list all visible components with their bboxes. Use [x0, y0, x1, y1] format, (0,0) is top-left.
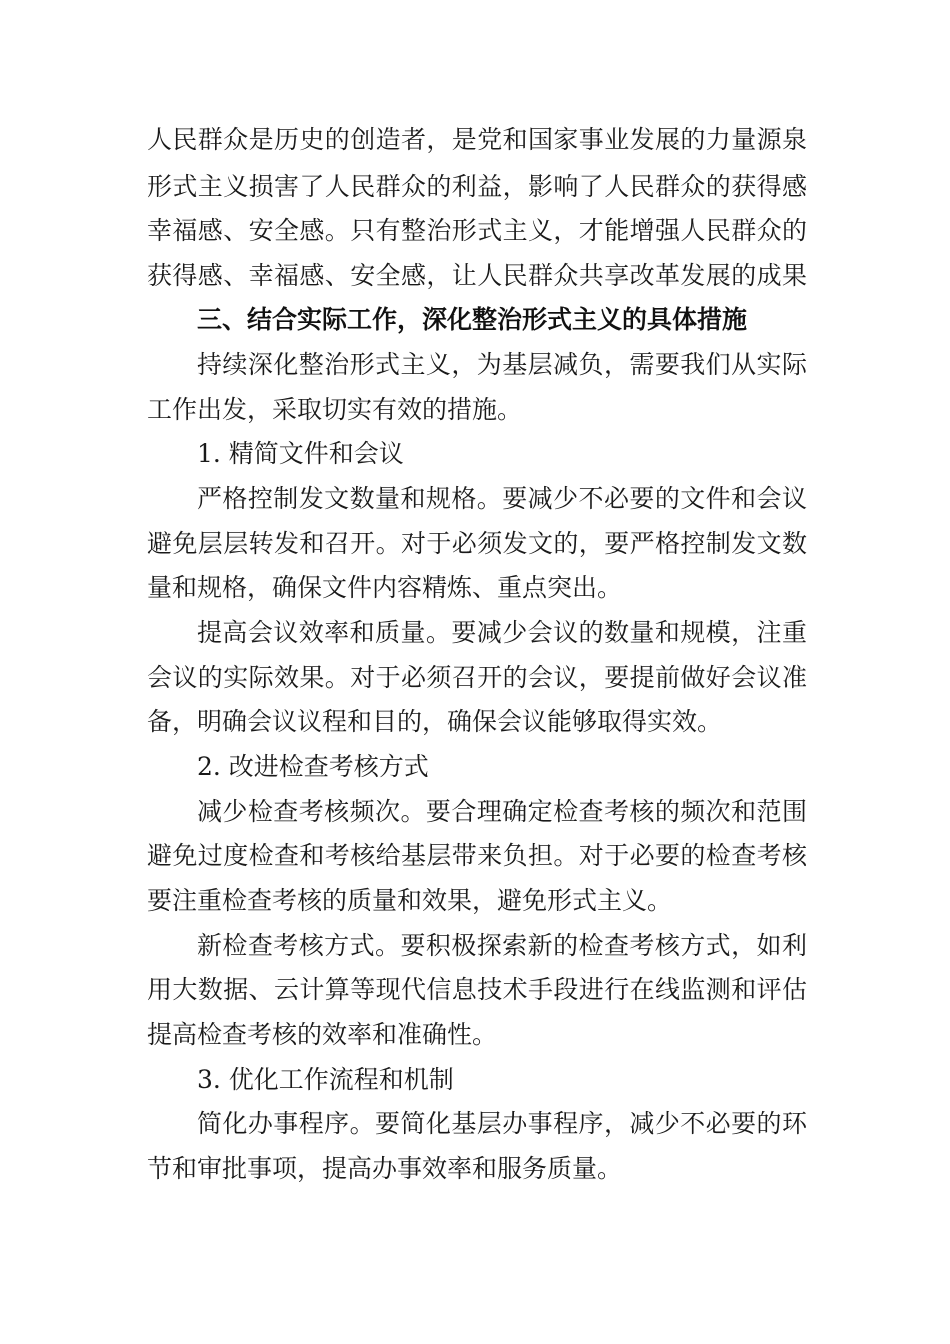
paragraph-line: 避免过度检查和考核给基层带来负担。对于必要的检查考核 [147, 841, 807, 870]
paragraph-line: 备，明确会议议程和目的，确保会议能够取得实效。 [147, 707, 723, 736]
paragraph-line: 节和审批事项，提高办事效率和服务质量。 [147, 1154, 623, 1183]
section-heading: 三、结合实际工作，深化整治形式主义的具体措施 [197, 305, 748, 334]
paragraph-line: 简化办事程序。要简化基层办事程序，减少不必要的环 [197, 1109, 807, 1138]
paragraph-line: 提高检查考核的效率和准确性。 [147, 1020, 498, 1049]
paragraph-line: 减少检查考核频次。要合理确定检查考核的频次和范围 [197, 797, 807, 826]
paragraph-line: 严格控制发文数量和规格。要减少不必要的文件和会议 [197, 484, 807, 513]
item-title: 2. 改进检查考核方式 [197, 752, 429, 781]
paragraph-line: 幸福感、安全感。只有整治形式主义，才能增强人民群众的 [147, 216, 807, 245]
paragraph-line: 避免层层转发和召开。对于必须发文的，要严格控制发文数 [147, 529, 807, 558]
item-title: 1. 精简文件和会议 [197, 439, 404, 468]
paragraph-line: 获得感、幸福感、安全感，让人民群众共享改革发展的成果 [147, 261, 807, 290]
paragraph-line: 新检查考核方式。要积极探索新的检查考核方式，如利 [197, 931, 807, 960]
paragraph-line: 量和规格，确保文件内容精炼、重点突出。 [147, 573, 623, 602]
item-title: 3. 优化工作流程和机制 [197, 1065, 454, 1094]
paragraph-line: 用大数据、云计算等现代信息技术手段进行在线监测和评估 [147, 975, 807, 1004]
paragraph-line: 会议的实际效果。对于必须召开的会议，要提前做好会议准 [147, 663, 807, 692]
paragraph-line: 人民群众是历史的创造者，是党和国家事业发展的力量源泉 [147, 125, 807, 154]
paragraph-line: 形式主义损害了人民群众的利益，影响了人民群众的获得感 [147, 172, 807, 201]
paragraph-line: 持续深化整治形式主义，为基层减负，需要我们从实际 [197, 350, 807, 379]
paragraph-line: 工作出发，采取切实有效的措施。 [147, 395, 523, 424]
paragraph-line: 要注重检查考核的质量和效果，避免形式主义。 [147, 886, 673, 915]
paragraph-line: 提高会议效率和质量。要减少会议的数量和规模，注重 [197, 618, 807, 647]
